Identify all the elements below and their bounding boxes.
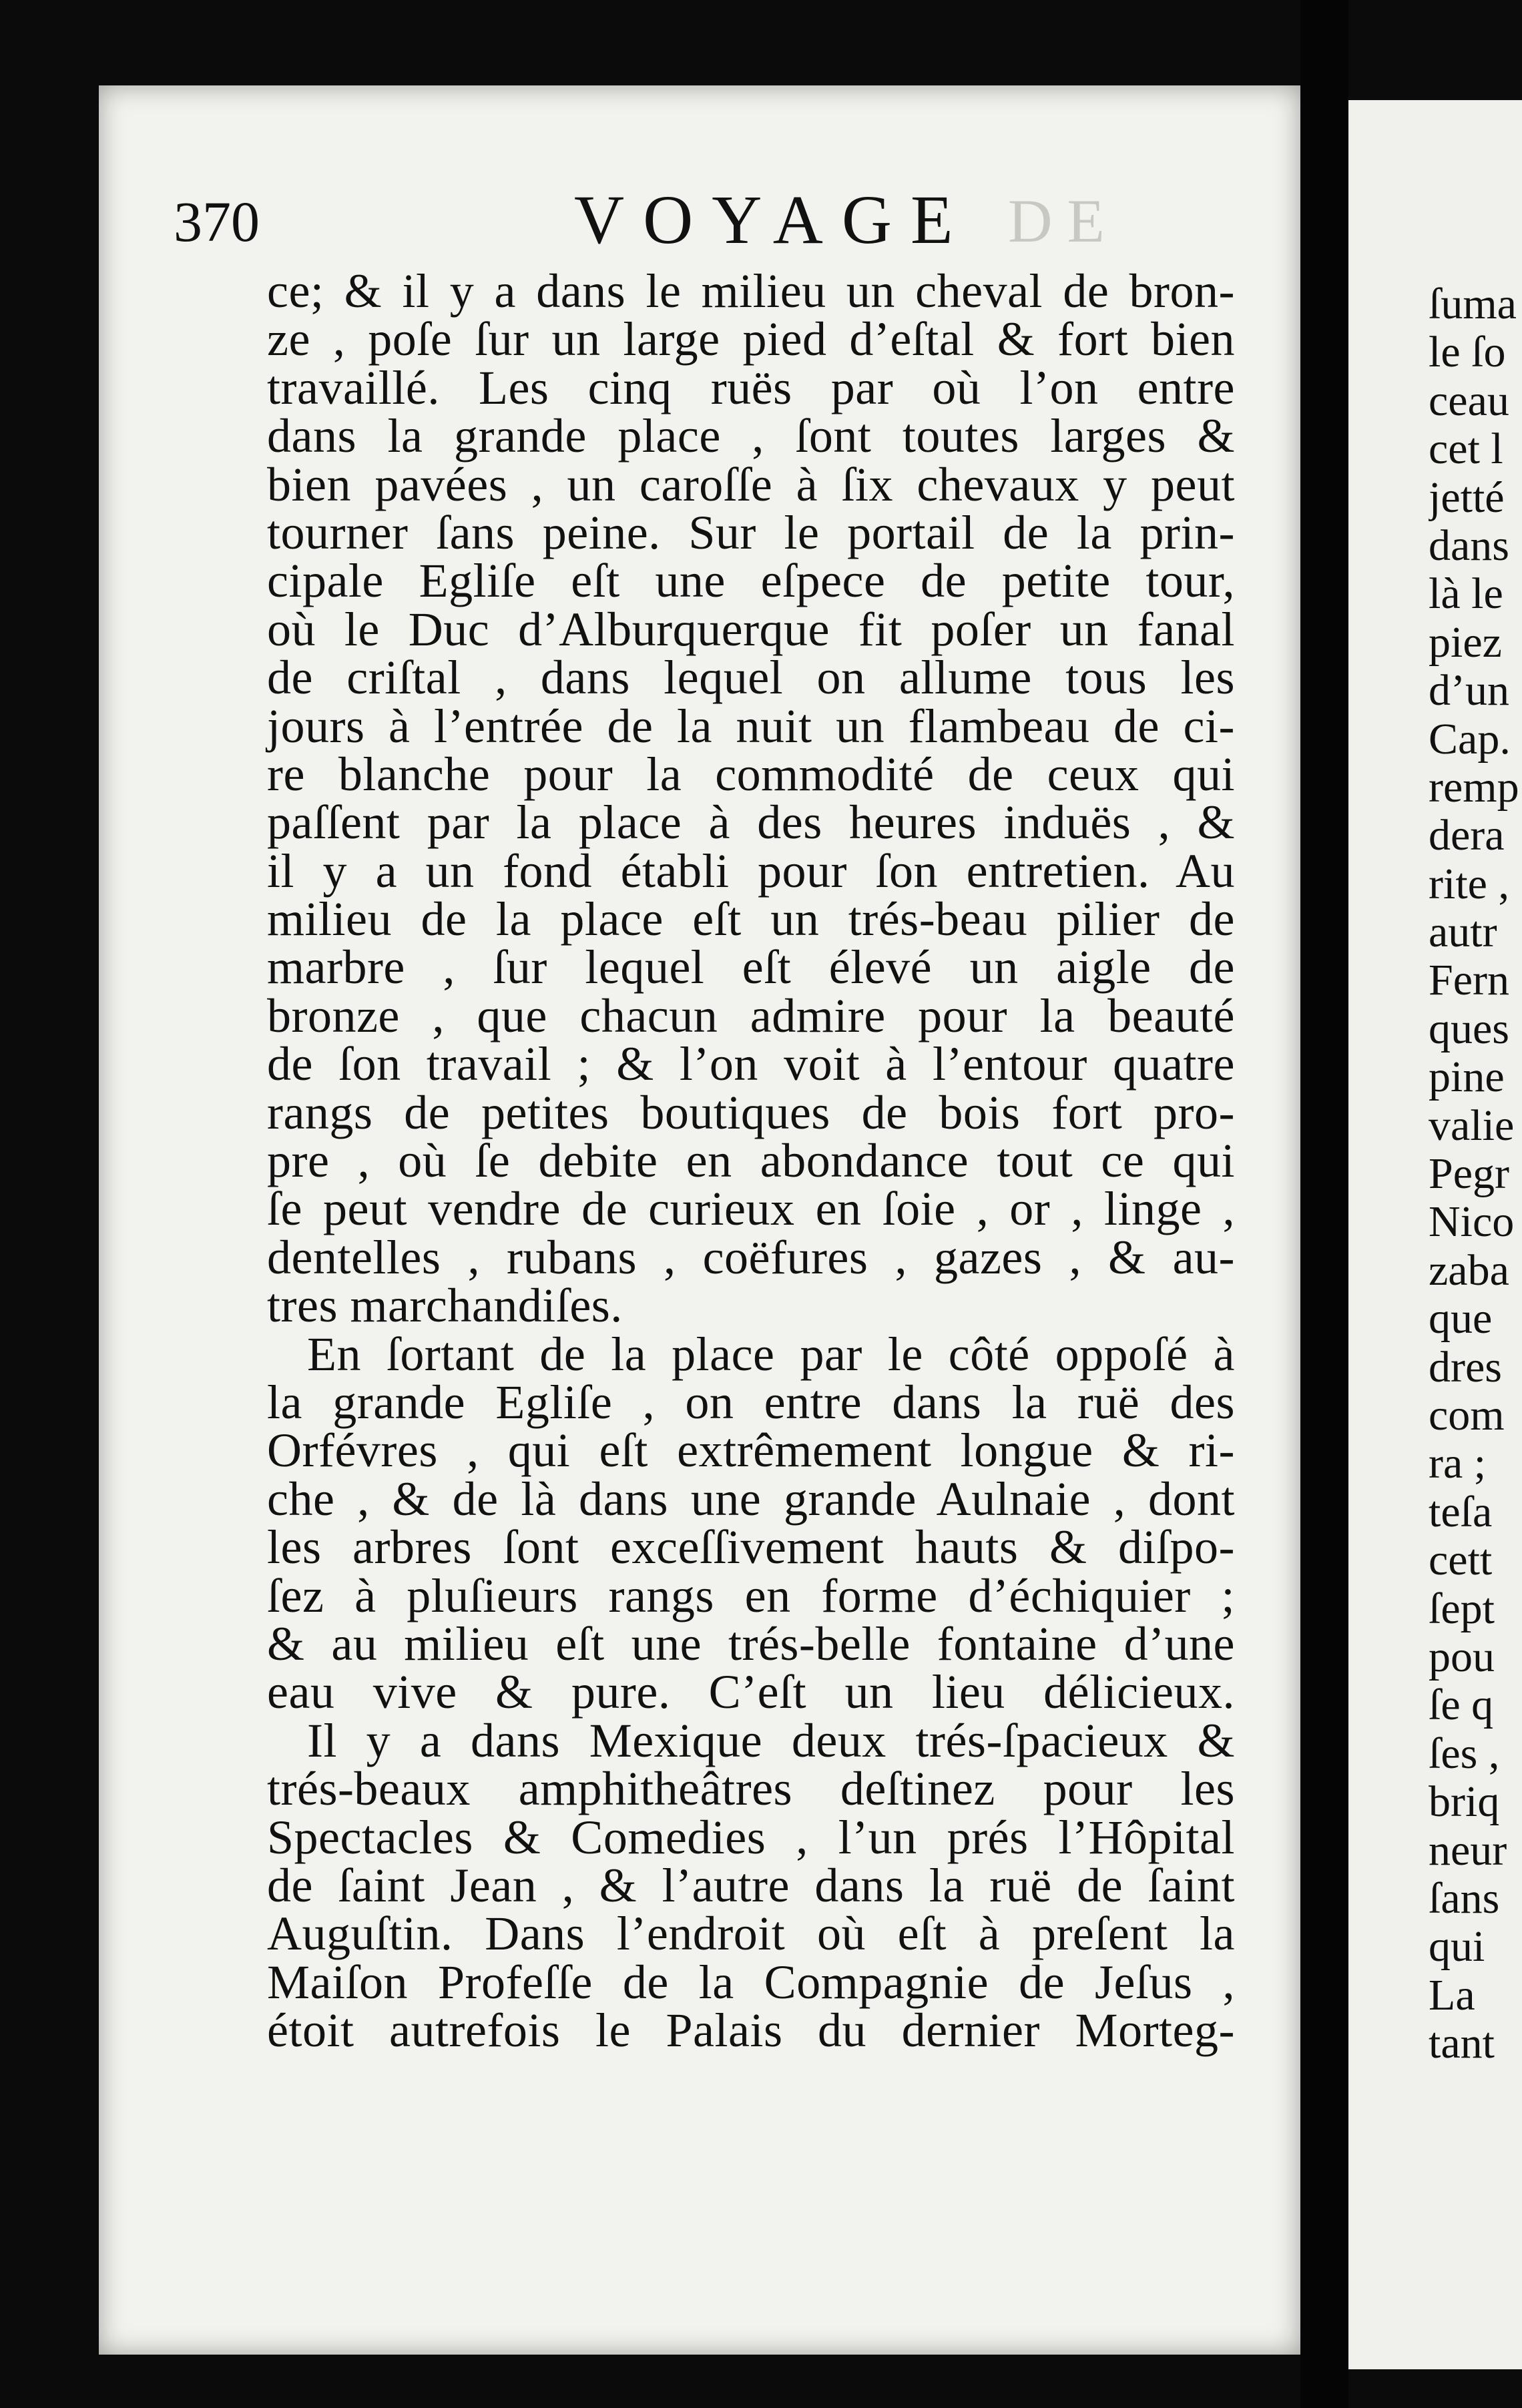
right-text-line: dres [1429, 1342, 1502, 1392]
right-text-line: ſept [1429, 1584, 1495, 1633]
text-line: les arbres ſont exceſſivement hauts & diſpo- [267, 1520, 1235, 1574]
right-text-line: rite , [1429, 859, 1509, 908]
text-line: Orfévres , qui eſt extrêmement longue & ri- [267, 1424, 1235, 1478]
text-line: rangs de petites boutiques de bois fort pro- [267, 1085, 1235, 1139]
text-line: Spectacles & Comedies , l’un prés l’Hôpital [267, 1810, 1235, 1864]
text-line: tres marchandiſes. [267, 1279, 623, 1333]
text-line: marbre , ſur lequel eſt élevé un aigle de [267, 940, 1235, 994]
right-text-line: autr [1429, 908, 1497, 957]
show-through-heading: DE [1008, 187, 1119, 255]
right-text-line: qui [1429, 1922, 1485, 1972]
right-text-line: Fern [1429, 956, 1509, 1005]
right-text-line: neur [1429, 1825, 1507, 1875]
text-line: ſez à pluſieurs rangs en forme d’échiquier ; [267, 1568, 1235, 1622]
text-line: paſſent par la place à des heures induës , & [267, 796, 1235, 850]
text-line: étoit autrefois le Palais du dernier Morteg- [267, 2004, 1235, 2058]
right-text-line: dera [1429, 811, 1505, 860]
right-text-line: Nico [1429, 1197, 1515, 1247]
text-line: Maiſon Profeſſe de la Compagnie de Jeſus , [267, 1955, 1235, 2009]
text-line: trés-beaux amphitheâtres deſtinez pour les [267, 1762, 1235, 1816]
text-line: de ſaint Jean , & l’autre dans la ruë de ſaint [267, 1858, 1235, 1912]
text-line: Auguſtin. Dans l’endroit où eſt à preſent la [267, 1907, 1235, 1961]
text-line: ce; & il y a dans le milieu un cheval de bron- [267, 264, 1235, 318]
right-text-line: jetté [1429, 473, 1505, 522]
right-text-line: Pegr [1429, 1149, 1509, 1199]
text-line: de criſtal , dans lequel on allume tous les [267, 651, 1235, 705]
right-text-line: Cap. [1429, 714, 1511, 764]
text-line: il y a un fond établi pour ſon entretien. Au [267, 844, 1235, 898]
text-line: travaillé. Les cinq ruës par où l’on entre [267, 360, 1235, 414]
text-line: pre , où ſe debite en abondance tout ce qui [267, 1134, 1235, 1188]
right-text-line: pine [1429, 1052, 1505, 1102]
page-header [174, 180, 1242, 274]
right-text-line: ſes , [1429, 1729, 1500, 1778]
text-line: bronze , que chacun admire pour la beauté [267, 988, 1235, 1042]
right-text-line: valie [1429, 1101, 1515, 1150]
text-line: ſe peut vendre de curieux en ſoie , or , linge , [267, 1182, 1235, 1236]
text-line: Il y a dans Mexique deux trés-ſpacieux & [307, 1713, 1235, 1767]
right-text-line: dans [1429, 521, 1509, 570]
right-page-text [1429, 280, 1522, 2068]
text-line: cipale Egliſe eſt une eſpece de petite tour, [267, 554, 1235, 608]
right-text-line: ques [1429, 1004, 1509, 1053]
text-line: re blanche pour la commodité de ceux qui [267, 747, 1235, 801]
text-line: la grande Egliſe , on entre dans la ruë des [267, 1375, 1235, 1429]
text-line: dentelles , rubans , coëfures , gazes , & au- [267, 1230, 1235, 1284]
text-line: che , & de là dans une grande Aulnaie , dont [267, 1472, 1235, 1526]
text-line: En ſortant de la place par le côté oppoſé à [307, 1327, 1235, 1381]
right-text-line: briq [1429, 1777, 1500, 1827]
text-line: tourner ſans peine. Sur le portail de la prin- [267, 505, 1235, 559]
right-text-line: piez [1429, 617, 1502, 667]
running-head: VOYAGE [574, 182, 972, 258]
right-text-line: pou [1429, 1632, 1495, 1681]
right-text-line: d’un [1429, 666, 1509, 715]
right-text-line: teſa [1429, 1487, 1493, 1536]
right-text-line: ſe q [1429, 1681, 1494, 1730]
right-text-line: zaba [1429, 1245, 1509, 1295]
right-text-line: ſuma [1429, 280, 1517, 328]
text-line: ze , poſe ſur un large pied d’eſtal & fort bien [267, 312, 1235, 366]
text-line: eau vive & pure. C’eſt un lieu délicieux. [267, 1665, 1235, 1719]
right-text-line: tant [1429, 2019, 1495, 2068]
right-text-line: remp [1429, 762, 1519, 812]
text-line: jours à l’entrée de la nuit un flambeau de ci- [267, 699, 1235, 753]
book-gutter [1300, 0, 1348, 2408]
body-text [267, 264, 1235, 2058]
right-text-line: ceau [1429, 376, 1509, 425]
right-text-line: ſans [1429, 1873, 1500, 1923]
text-line: dans la grande place , ſont toutes larges & [267, 409, 1235, 463]
right-text-line: La [1429, 1970, 1475, 2020]
right-text-line: le ſo [1429, 328, 1506, 377]
right-text-line: que [1429, 1294, 1493, 1343]
page-number: 370 [174, 190, 260, 254]
text-line: milieu de la place eſt un trés-beau pilier de [267, 892, 1235, 946]
text-line: où le Duc d’Alburquerque fit poſer un fanal [267, 602, 1235, 656]
right-text-line: cett [1429, 1536, 1493, 1585]
text-line: bien pavées , un caroſſe à ſix chevaux y peut [267, 457, 1235, 511]
text-line: & au milieu eſt une trés-belle fontaine d’une [267, 1616, 1235, 1671]
text-line: de ſon travail ; & l’on voit à l’entour quatre [267, 1037, 1235, 1091]
right-text-line: com [1429, 1390, 1505, 1440]
right-text-line: là le [1429, 569, 1503, 619]
right-text-line: ra ; [1429, 1439, 1497, 1488]
right-text-line: cet l [1429, 424, 1503, 474]
